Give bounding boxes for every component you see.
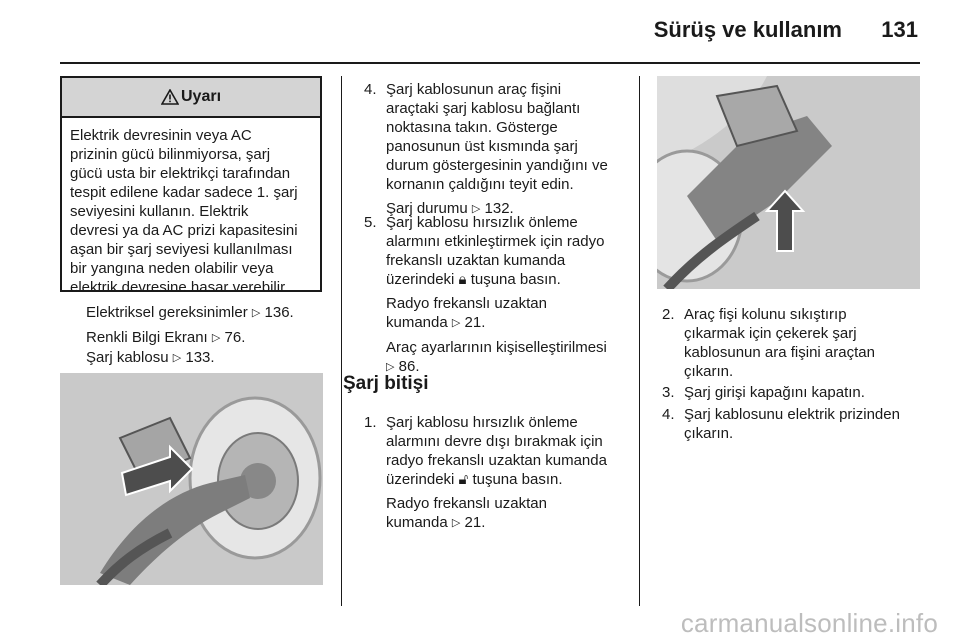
step-1-disable-alarm: 1. Şarj kablosu hırsızlık önleme alarmını devre dışı bırakmak için radyo frekanslı uzaktan kumanda üzerindeki 🔓︎ tuşuna basın. Radyo frekanslı uzaktan kumanda ▷ 21. [364, 413, 639, 533]
header-rule [60, 62, 920, 64]
step-5-alarm: 5. Şarj kablosu hırsızlık önleme alarmını etkinleştirmek için radyo frekanslı uzaktan kumanda üzerindeki 🔒︎ tuşuna basın. Radyo frekanslı uzaktan kumanda ▷ 21. Araç ayarlarının kişiselleştirilmesi ▷ 86. [364, 213, 639, 377]
step-4-connect: 4. Şarj kablosunun araç fişini araçtaki şarj kablosu bağlantı noktasına takın. Gösterge panosunun üst kısmında şarj durum göstergesinin yandığını ve kornanın çaldığını teyit edin. Şarj durumu ▷ 132. [364, 80, 634, 219]
warning-line: elektrik devresine hasar verebilir. [70, 279, 289, 296]
step-2-unplug: 2. Araç fişi kolunu sıkıştırıp çıkarmak için çekerek şarj kablosunun ara fişini araçtan çıkarın. [662, 306, 875, 380]
warning-text [62, 118, 320, 297]
page-ref-arrow-icon: ▷ [251, 307, 261, 319]
ref-electrical-requirements[interactable]: Elektriksel gereksinimler ▷ 136. [86, 304, 294, 321]
warning-line: bir yangına neden olabilir veya [70, 260, 274, 277]
warning-line: seviyesini kullanın. Elektrik [70, 203, 249, 220]
warning-line: devresi ya da AC prizi kapasitesini [70, 222, 298, 239]
watermark: carmanualsonline.info [680, 608, 938, 638]
ref-remote-control[interactable]: kumanda ▷ 21. [386, 514, 486, 531]
warning-line: gücü usta bir elektrikçi tarafından [70, 165, 291, 182]
lock-key-icon: 🔒︎ [458, 271, 467, 288]
page-ref-arrow-icon: ▷ [386, 361, 395, 373]
column-divider-left [341, 76, 342, 606]
ref-color-info-display[interactable]: Renkli Bilgi Ekranı ▷ 76. [86, 329, 246, 346]
page-ref-arrow-icon: ▷ [211, 332, 221, 344]
warning-line: prizinin gücü bilinmiyorsa, şarj [70, 146, 271, 163]
ref-remote-control[interactable]: kumanda ▷ 21. [386, 314, 486, 331]
column-divider-right [639, 76, 640, 606]
warning-box [60, 76, 322, 296]
warning-line: Elektrik devresinin veya AC [70, 127, 252, 144]
running-header-title: Sürüş ve kullanım [653, 17, 842, 42]
warning-triangle-icon [161, 89, 179, 105]
ref-vehicle-personalization[interactable]: ▷ 86. [386, 358, 420, 375]
warning-header [62, 78, 320, 118]
warning-line: tespit edilene kadar sadece 1. şarj [70, 184, 298, 201]
page-ref-arrow-icon: ▷ [172, 352, 182, 364]
step-4-unplug-outlet: 4. Şarj kablosunu elektrik prizinden çıkarın. [662, 406, 900, 442]
page-ref-arrow-icon: ▷ [451, 317, 461, 329]
warning-line: aşan bir şarj seviyesi kullanılması [70, 241, 293, 258]
step-3-close-flap: 3. Şarj girişi kapağını kapatın. [662, 384, 865, 401]
page-ref-arrow-icon: ▷ [471, 203, 481, 215]
unlock-key-icon: 🔓︎ [458, 471, 469, 488]
page-number: 131 [881, 17, 918, 42]
section-heading-charging-end: Şarj bitişi [343, 373, 429, 394]
page-ref-arrow-icon: ▷ [451, 517, 461, 529]
warning-title: Uyarı [180, 88, 222, 105]
ref-charge-status[interactable]: Şarj durumu ▷ 132. [386, 200, 514, 217]
illustration-plug-insertion [60, 373, 323, 585]
illustration-plug-removal [657, 76, 920, 289]
ref-charging-cable[interactable]: Şarj kablosu ▷ 133. [86, 349, 215, 366]
